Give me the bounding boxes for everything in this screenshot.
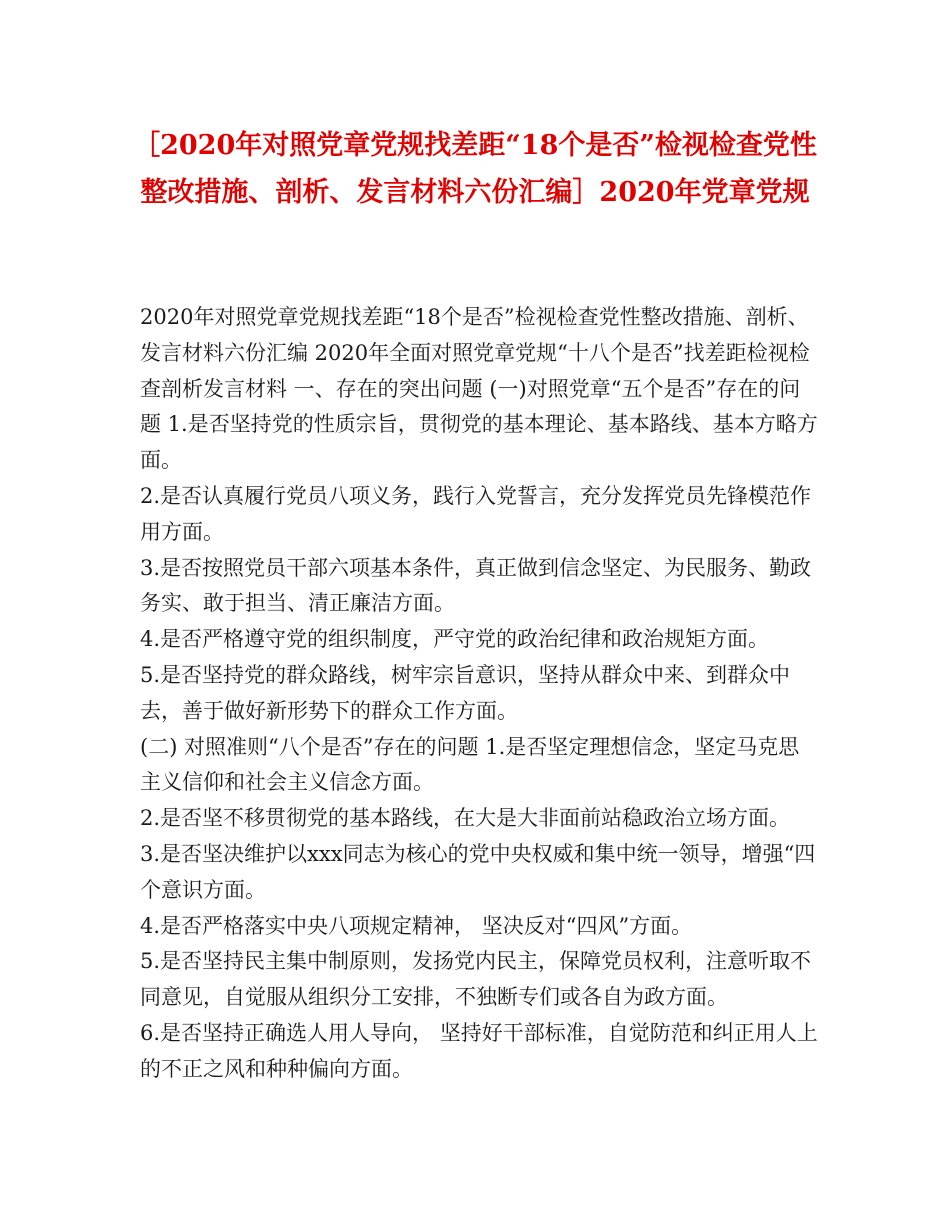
- document-body: [140, 300, 818, 1088]
- paragraph: 3.是否按照党员干部六项基本条件，真正做到信念坚定、为民服务、勤政务实、敢于担当、清正廉洁方面。: [140, 555, 812, 616]
- paragraph: 6.是否坚持正确选人用人导向， 坚持好干部标准，自觉防范和纠正用人上的不正之风和种种偏向方面。: [140, 1020, 818, 1081]
- paragraph: 5.是否坚持民主集中制原则，发扬党内民主，保障党员权利，注意听取不同意见，自觉服从组织分工安排，不独断专们或各自为政方面。: [140, 949, 812, 1010]
- paragraph: 2.是否认真履行党员八项义务，践行入党誓言，充分发挥党员先锋模范作用方面。: [140, 483, 812, 544]
- paragraph: 2.是否坚不移贯彻党的基本路线，在大是大非面前站稳政治立场方面。: [140, 806, 791, 831]
- paragraph: 5.是否坚持党的群众路线，树牢宗旨意识，坚持从群众中来、到群众中去，善于做好新形势下的群众工作方面。: [140, 662, 791, 723]
- paragraph: 3.是否坚决维护以xxx同志为核心的党中央权威和集中统一领导，增强“四个意识方面。: [140, 841, 816, 902]
- paragraph: 4.是否严格遵守党的组织制度，严守党的政治纪律和政治规矩方面。: [140, 627, 770, 652]
- paragraph: (二) 对照准则“八个是否”存在的问题 1.是否坚定理想信念，坚定马克思主义信仰和社会主义信念方面。: [140, 734, 800, 795]
- paragraph: 4.是否严格落实中央八项规定精神， 坚决反对“四风”方面。: [140, 913, 693, 938]
- paragraph: 2020年对照党章党规找差距“18个是否”检视检查党性整改措施、剖析、发言材料六份汇编 2020年全面对照党章党规“十八个是否”找差距检视检查剖析发言材料 一、存在的突出问题 (一)对照党章“五个是否”存在的问题 1.是否坚持党的性质宗旨，贯彻党的基本理论、基本路线、基本方略方面。: [140, 305, 818, 473]
- document-title: ［2020年对照党章党规找差距“18个是否”检视检查党性整改措施、剖析、发言材料六份汇编］2020年党章党规: [133, 130, 817, 208]
